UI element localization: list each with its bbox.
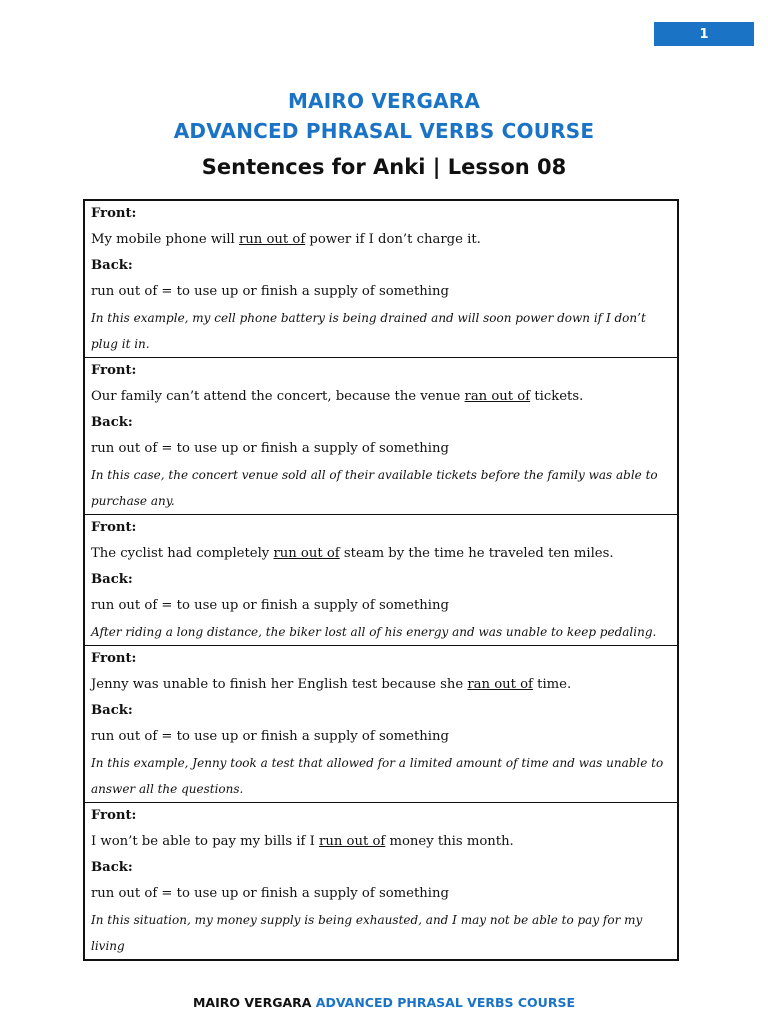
- example-note: In this case, the concert venue sold all of their available tickets before the family was able to purchase any.: [91, 468, 658, 508]
- example-note: In this example, my cell phone battery is being drained and will soon power down if I don’t plug it in.: [91, 311, 646, 351]
- front-sentence: [91, 227, 671, 253]
- back-label: Back:: [91, 572, 133, 587]
- front-sentence: [91, 384, 671, 410]
- front-text-before: The cyclist had completely: [91, 546, 274, 561]
- footer-author: MAIRO VERGARA: [192, 995, 312, 1010]
- front-text-before: My mobile phone will: [91, 232, 239, 247]
- flashcard-5: [85, 802, 677, 959]
- phrasal-verb: ran out of: [464, 389, 531, 404]
- phrasal-verb: run out of: [238, 232, 306, 247]
- phrasal-verb: ran out of: [467, 677, 533, 692]
- front-text-after: power if I don’t charge it.: [305, 232, 481, 247]
- back-definition: run out of = to use up or finish a supply of something: [91, 284, 449, 299]
- example-note: After riding a long distance, the biker lost all of his energy and was unable to keep pedaling.: [91, 625, 657, 639]
- front-label: Front:: [91, 808, 137, 823]
- front-text-after: time.: [532, 677, 572, 692]
- flashcard-3: [85, 514, 677, 645]
- front-text-after: money this month.: [385, 834, 514, 849]
- front-text-after: steam by the time he traveled ten miles.: [339, 546, 614, 561]
- front-label: Front:: [91, 651, 137, 666]
- front-text-before: I won’t be able to pay my bills if I: [91, 834, 320, 849]
- phrasal-verb: run out of: [319, 834, 386, 849]
- page-number-badge: 1: [654, 22, 754, 46]
- front-label: Front:: [91, 363, 137, 378]
- front-sentence: [91, 829, 671, 855]
- phrasal-verb: run out of: [273, 546, 340, 561]
- page-title: Sentences for Anki | Lesson 08: [201, 155, 567, 179]
- footer-course: ADVANCED PHRASAL VERBS COURSE: [315, 995, 576, 1010]
- front-label: Front:: [91, 520, 137, 535]
- back-label: Back:: [91, 415, 133, 430]
- front-text-before: Jenny was unable to finish her English test because she: [91, 677, 468, 692]
- page-footer: [0, 995, 768, 1010]
- header-course-title: ADVANCED PHRASAL VERBS COURSE: [173, 119, 595, 143]
- front-label: Front:: [91, 206, 137, 221]
- back-label: Back:: [91, 258, 133, 273]
- back-definition: run out of = to use up or finish a supply of something: [91, 598, 449, 613]
- example-note: In this example, Jenny took a test that allowed for a limited amount of time and was unable to answer all the questions.: [91, 756, 664, 796]
- flashcard-1: [85, 201, 677, 357]
- example-note: In this situation, my money supply is being exhausted, and I may not be able to pay for my living: [91, 913, 643, 953]
- flashcard-2: [85, 357, 677, 514]
- front-sentence: [91, 672, 671, 698]
- front-sentence: [91, 541, 671, 567]
- header-author: MAIRO VERGARA: [287, 89, 481, 113]
- back-definition: run out of = to use up or finish a supply of something: [91, 729, 449, 744]
- back-label: Back:: [91, 703, 133, 718]
- flashcard-table: [83, 199, 679, 961]
- back-definition: run out of = to use up or finish a supply of something: [91, 886, 449, 901]
- front-text-before: Our family can’t attend the concert, because the venue: [91, 389, 465, 404]
- back-label: Back:: [91, 860, 133, 875]
- back-definition: run out of = to use up or finish a supply of something: [91, 441, 449, 456]
- front-text-after: tickets.: [530, 389, 584, 404]
- flashcard-4: [85, 645, 677, 802]
